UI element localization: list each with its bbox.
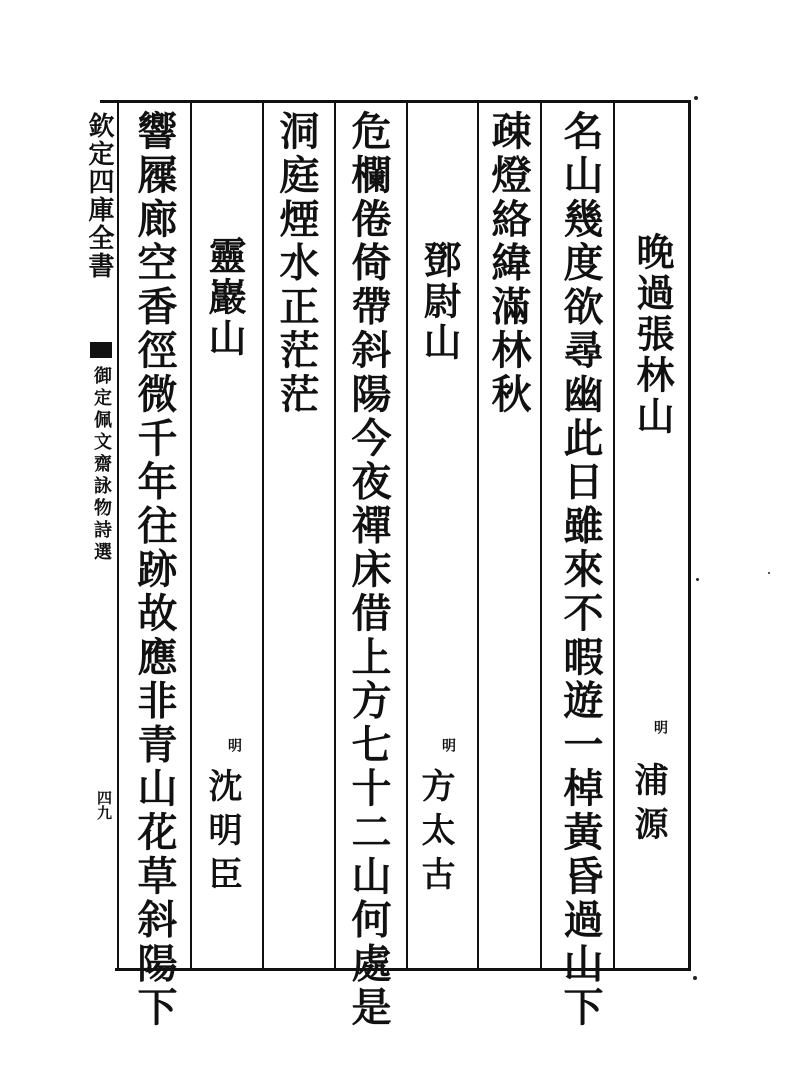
column-rule xyxy=(190,103,192,968)
scan-speck xyxy=(693,976,697,980)
frame-right-rule xyxy=(688,100,691,971)
frame-left-rule xyxy=(117,100,119,971)
poem-line: 危欄倦倚帶斜陽今夜禪床借上方七十二山何處是 xyxy=(345,110,392,1030)
poem-line: 響屧廊空香徑微千年往跡故應非青山花草斜陽下 xyxy=(131,110,178,1030)
book-title: 欽定四庫全書 xyxy=(84,112,114,280)
scan-speck xyxy=(696,578,699,581)
column-rule xyxy=(334,103,336,968)
poem-title: 鄧尉山 xyxy=(417,240,462,363)
poem-line: 洞庭煙水正茫茫 xyxy=(273,110,320,417)
column-rule xyxy=(406,103,408,968)
page-number: 四九 xyxy=(95,790,113,820)
poem-title: 靈巖山 xyxy=(202,236,247,359)
poem-title: 晚過張林山 xyxy=(630,232,675,437)
poem-author: 浦源 xyxy=(628,762,668,850)
poem-line: 疎燈絡緯滿林秋 xyxy=(485,110,532,417)
book-subtitle: 御定佩文齋詠物詩選 xyxy=(91,366,112,564)
column-rule xyxy=(477,103,479,968)
column-rule xyxy=(613,103,615,968)
poem-author: 沈明臣 xyxy=(202,768,242,900)
column-rule xyxy=(540,103,542,968)
poem-author: 方太古 xyxy=(415,768,455,900)
frame-top-rule xyxy=(100,100,690,103)
scan-speck xyxy=(768,572,770,574)
scan-speck xyxy=(694,96,698,100)
column-rule xyxy=(262,103,264,968)
dynasty-label: 明 xyxy=(652,720,668,734)
dynasty-label: 明 xyxy=(440,738,456,752)
poem-line: 名山幾度欲尋幽此日雖來不暇遊一棹黃昏過山下 xyxy=(557,110,604,1030)
fish-tail-mark xyxy=(90,342,112,358)
dynasty-label: 明 xyxy=(226,738,242,752)
